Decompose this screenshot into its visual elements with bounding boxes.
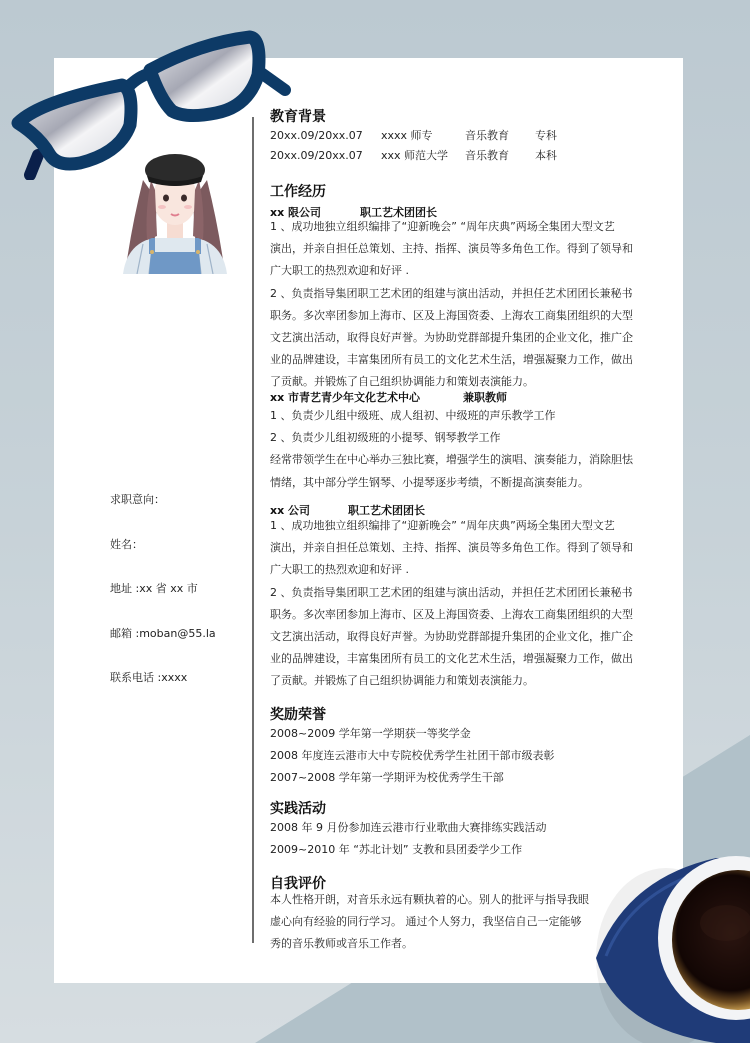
self-eval-text: 本人性格开朗，对音乐永远有颗执着的心。别人的批评与指导我眼 虚心向有经验的同行学习。 通过个人努力，我坚信自己一定能够 秀的音乐教师或音乐工作者。 <box>270 893 589 951</box>
coffee-cup-decoration-icon <box>596 838 750 1043</box>
job-position: 职工艺术团团长 <box>348 504 425 517</box>
job-position: 兼职教师 <box>463 391 507 404</box>
glasses-decoration-icon <box>10 15 295 180</box>
job-company: xx 公司 <box>270 504 311 517</box>
contact-job-intention: 求职意向： <box>110 493 165 506</box>
awards-title: 奖励荣誉 <box>270 707 326 723</box>
work-title: 工作经历 <box>270 184 326 200</box>
job-header <box>270 391 507 405</box>
award-item: 2008~2009 学年第一学期获一等奖学金 <box>270 727 471 740</box>
edu-period: 20xx.09/20xx.07 <box>270 149 363 162</box>
job-company: xx 市青艺青少年文化艺术中心 <box>270 391 421 404</box>
edu-degree: 专科 <box>535 129 557 142</box>
edu-period: 20xx.09/20xx.07 <box>270 129 363 142</box>
contact-name: 姓名： <box>110 537 143 551</box>
edu-major: 音乐教育 <box>465 149 509 162</box>
practice-item: 2009~2010 年 “苏北计划” 支教和县团委学少工作 <box>270 843 523 857</box>
job-company: xx 限公司 <box>270 206 322 219</box>
practice-title: 实践活动 <box>270 801 326 817</box>
practice-item: 2008 年 9 月份参加连云港市行业歌曲大赛排练实践活动 <box>270 821 547 834</box>
job-description: 1 、负责少儿组中级班、成人组初、中级班的声乐教学工作 2 、负责少儿组初级班的小提琴、钢琴教学工作 经常带领学生在中心举办三独比赛，增强学生的演唱、演奏能力，消除胆怯 情绪，其中部分学生钢琴、小提琴逐步考绩，不断提高演奏能力。 <box>270 409 633 489</box>
job-position: 职工艺术团团长 <box>360 206 437 219</box>
job-description: 1 、成功地独立组织编排了“迎新晚会” “周年庆典”两场全集团大型文艺 演出，并亲自担任总策划、主持、指挥、演员等多角色工作。得到了领导和 广大职工的热烈欢迎和好评 . 2 、负责指导集团职工艺术团的组建与演出活动，并担任艺术团团长兼秘书 职务。多次率团参加上海市、区及上海国资委、上海农工商集团组织的大型 文艺演出活动，取得良好声誉。为协助党群部提升集团的企业文化，推广企 业的品牌建设，丰富集团所有员工的文化艺术生活，增强凝聚力工作，做出 了贡献。并锻炼了自己组织协调能力和策划表演能力。 <box>270 519 633 688</box>
job-description: 1 、成功地独立组织编排了“迎新晚会” “周年庆典”两场全集团大型文艺 演出，并亲自担任总策划、主持、指挥、演员等多角色工作。得到了领导和 广大职工的热烈欢迎和好评 . 2 、负责指导集团职工艺术团的组建与演出活动，并担任艺术团团长兼秘书 职务。多次率团参加上海市、区及上海国资委、上海农工商集团组织的大型 文艺演出活动，取得良好声誉。为协助党群部提升集团的企业文化，推广企 业的品牌建设，丰富集团所有员工的文化艺术生活，增强凝聚力工作，做出 了贡献。并锻炼了自己组织协调能力和策划表演能力。 <box>270 220 633 389</box>
self-eval-title: 自我评价 <box>270 876 326 892</box>
education-row <box>270 129 660 143</box>
education-row <box>270 149 660 163</box>
contact-address: 地址 :xx 省 xx 市 <box>110 582 198 595</box>
edu-major: 音乐教育 <box>465 129 509 142</box>
edu-school: xxxx 师专 <box>381 129 433 142</box>
edu-degree: 本科 <box>535 149 557 162</box>
education-title: 教育背景 <box>270 109 326 125</box>
contact-info <box>110 493 216 716</box>
vertical-divider <box>252 117 254 943</box>
contact-phone: 联系电话 :xxxx <box>110 671 188 684</box>
edu-school: xxx 师范大学 <box>381 149 449 162</box>
award-item: 2008 年度连云港市大中专院校优秀学生社团干部市级表彰 <box>270 749 555 763</box>
award-item: 2007~2008 学年第一学期评为校优秀学生干部 <box>270 771 504 785</box>
awards-list <box>270 723 658 790</box>
contact-email: 邮箱 :moban@55.la <box>110 626 216 640</box>
